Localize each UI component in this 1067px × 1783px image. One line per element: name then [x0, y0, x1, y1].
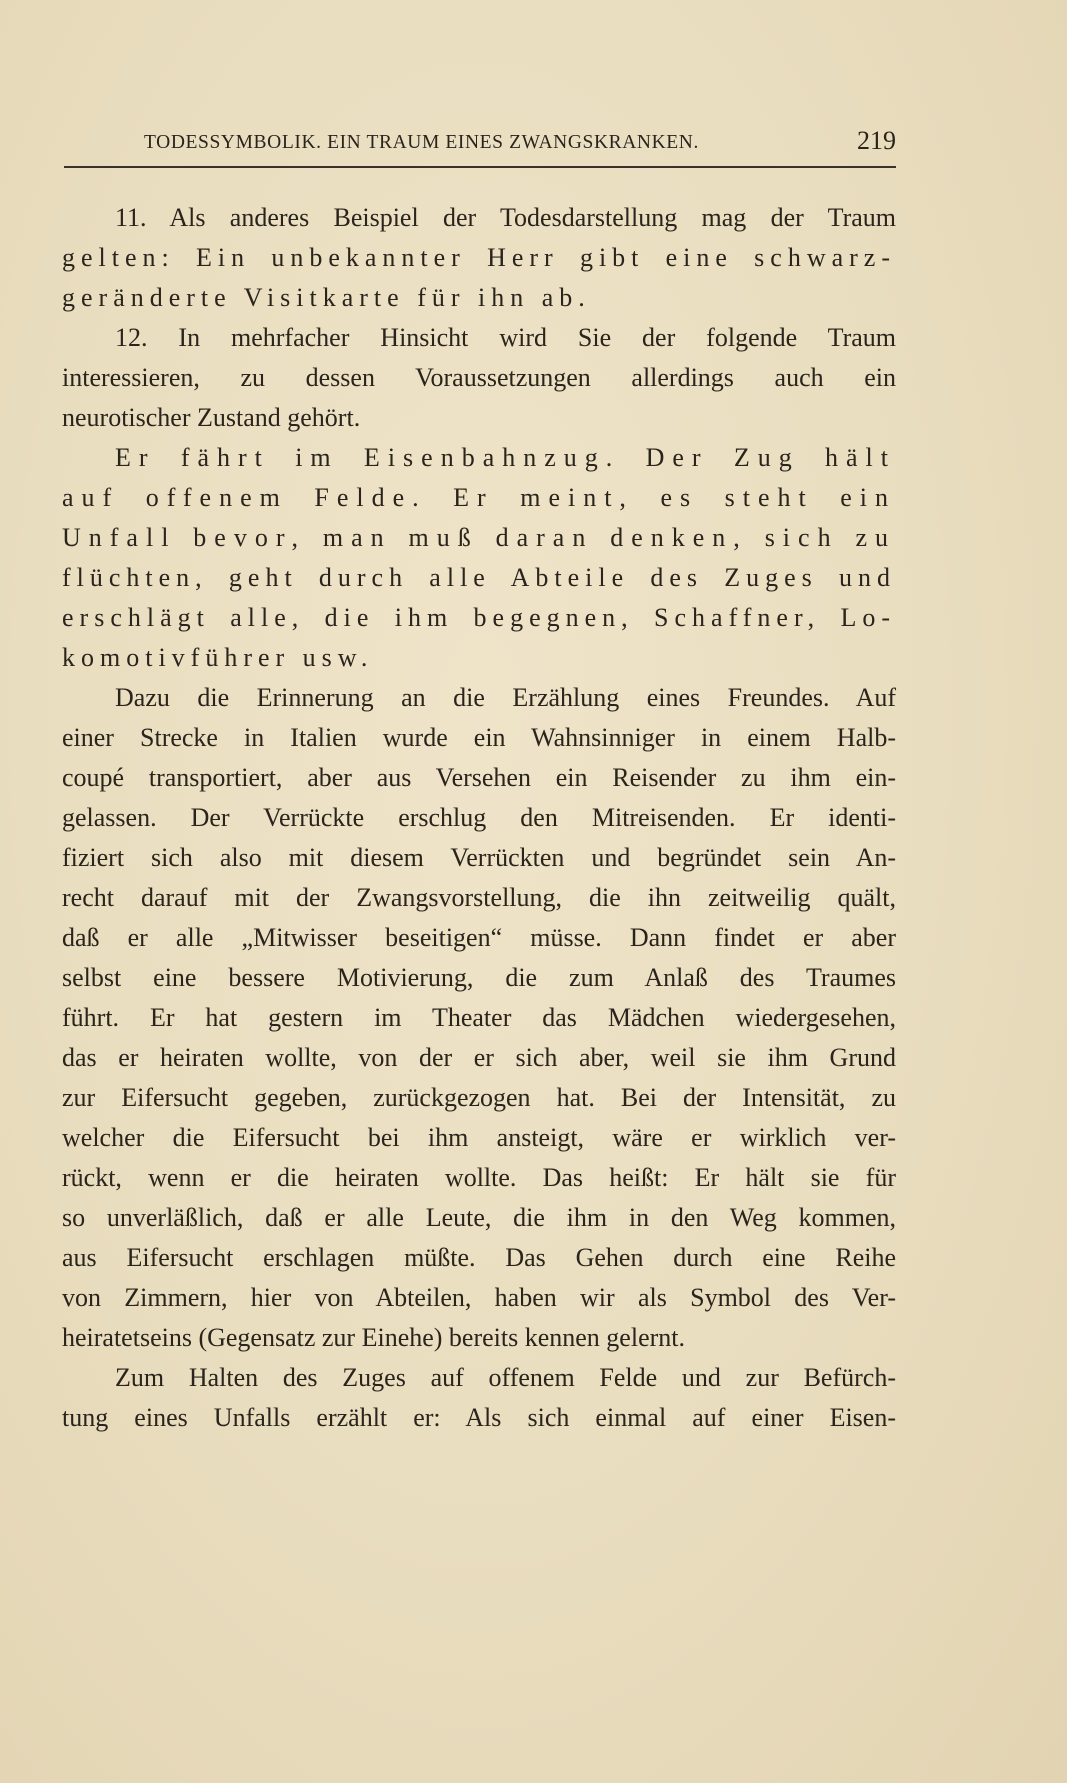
text-line: aus Eifersucht erschlagen müßte. Das Gehen durch eine Reihe: [62, 1243, 896, 1272]
text-line: selbst eine bessere Motivierung, die zum Anlaß des Traumes: [62, 963, 896, 992]
text-line: zur Eifersucht gegeben, zurückgezogen hat. Bei der Intensität, zu: [62, 1083, 896, 1112]
text-line: Er fährt im Eisenbahnzug. Der Zug hält: [115, 443, 896, 472]
text-line: recht darauf mit der Zwangsvorstellung, die ihn zeitweilig quält,: [62, 883, 896, 912]
text-line: auf offenem Felde. Er meint, es steht ein: [62, 483, 896, 512]
body-text: [62, 198, 896, 1438]
text-line: neurotischer Zustand gehört.: [62, 403, 361, 432]
text-line: tung eines Unfalls erzählt er: Als sich einmal auf einer Eisen-: [62, 1403, 896, 1432]
running-header: [64, 126, 896, 166]
text-line: Zum Halten des Zuges auf offenem Felde und zur Befürch-: [115, 1363, 896, 1392]
text-line: fiziert sich also mit diesem Verrückten und begründet sein An-: [62, 843, 896, 872]
text-line: interessieren, zu dessen Voraussetzungen allerdings auch ein: [62, 363, 896, 392]
text-line: coupé transportiert, aber aus Versehen ein Reisender zu ihm ein-: [62, 763, 896, 792]
running-title: TODESSYMBOLIK. EIN TRAUM EINES ZWANGSKRANKEN.: [144, 132, 699, 153]
text-line: von Zimmern, hier von Abteilen, haben wir als Symbol des Ver-: [62, 1283, 896, 1312]
text-line: das er heiraten wollte, von der er sich aber, weil sie ihm Grund: [62, 1043, 896, 1072]
text-line: einer Strecke in Italien wurde ein Wahnsinniger in einem Halb-: [62, 723, 896, 752]
text-line: so unverläßlich, daß er alle Leute, die ihm in den Weg kommen,: [62, 1203, 896, 1232]
text-line: komotivführer usw.: [62, 643, 374, 672]
text-line: Unfall bevor, man muß daran denken, sich zu: [62, 523, 896, 552]
text-line: gelassen. Der Verrückte erschlug den Mitreisenden. Er identi-: [62, 803, 896, 832]
page-number: 219: [857, 126, 896, 155]
text-line: erschlägt alle, die ihm begegnen, Schaffner, Lo-: [62, 603, 896, 632]
text-line: Dazu die Erinnerung an die Erzählung eines Freundes. Auf: [115, 683, 896, 712]
text-line: geränderte Visitkarte für ihn ab.: [62, 283, 591, 312]
header-rule: [64, 166, 896, 168]
text-line: gelten: Ein unbekannter Herr gibt eine schwarz-: [62, 243, 896, 272]
text-line: heiratetseins (Gegensatz zur Einehe) bereits kennen gelernt.: [62, 1323, 685, 1352]
text-line: rückt, wenn er die heiraten wollte. Das heißt: Er hält sie für: [62, 1163, 896, 1192]
text-line: daß er alle „Mitwisser beseitigen“ müsse. Dann findet er aber: [62, 923, 896, 952]
text-line: 12. In mehrfacher Hinsicht wird Sie der folgende Traum: [115, 323, 896, 352]
text-line: führt. Er hat gestern im Theater das Mädchen wiedergesehen,: [62, 1003, 896, 1032]
text-line: 11. Als anderes Beispiel der Todesdarstellung mag der Traum: [115, 203, 896, 232]
text-line: flüchten, geht durch alle Abteile des Zuges und: [62, 563, 896, 592]
text-line: welcher die Eifersucht bei ihm ansteigt, wäre er wirklich ver-: [62, 1123, 896, 1152]
